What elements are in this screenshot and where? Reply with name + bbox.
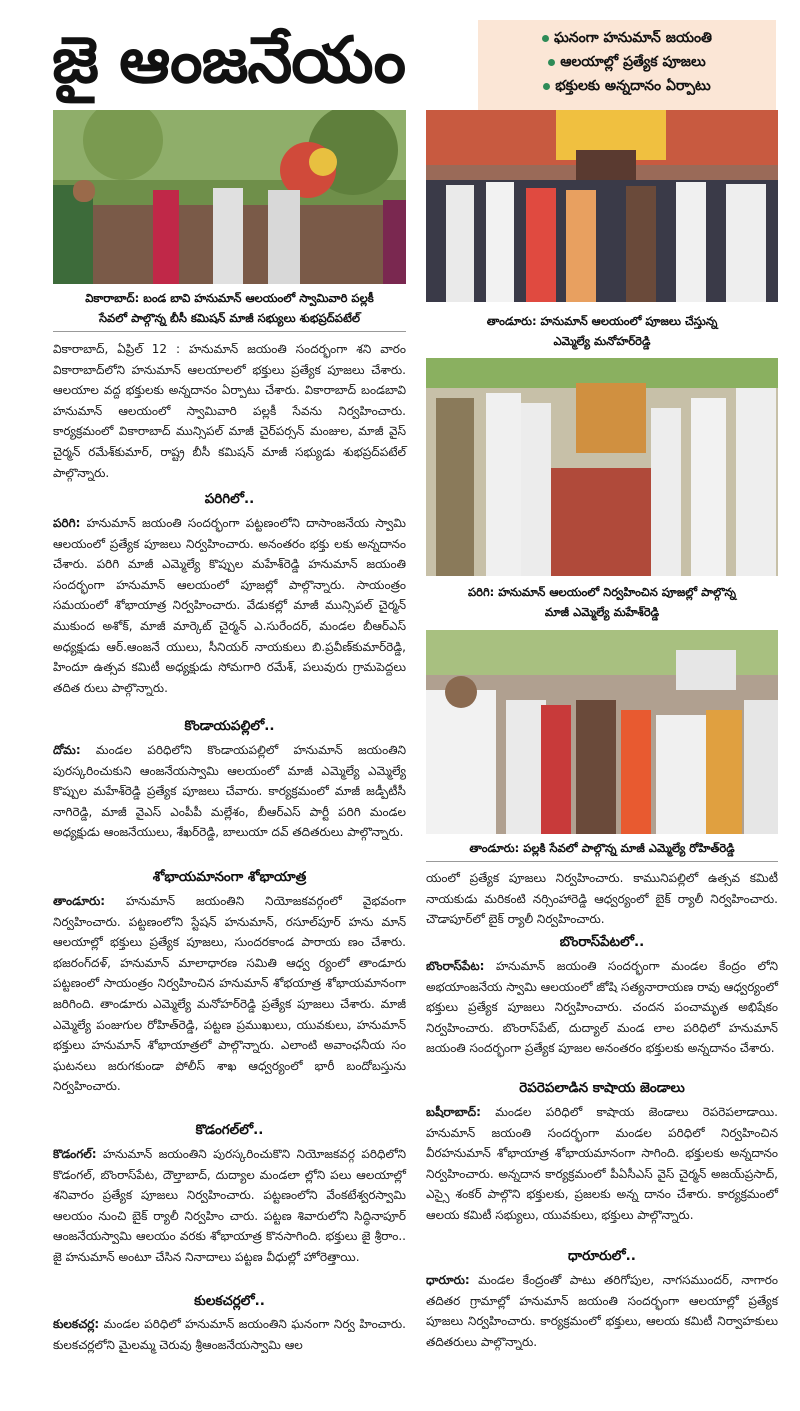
kodangal-paragraph: కొడంగల్: హనుమాన్ జయంతిని పురస్కరించుకొని నియోజకవర్గ పరిధిలోని కొడంగల్, బొంరాస్‌పేట, దౌల్తాబాద్, దుద్యాల మండలా ల్లోని పలు ఆలయాల్లో శనివారం ప్రత్యేక పూజలు నిర్వహించారు. పట్టణంలోని వేంకటేశ్వరస్వామి ఆలయం నుంచి బైక్ ర్యాలీ నిర్వహిం చారు. పట్టణ శివారులోని సిద్ధినాపూర్ ఆంజనేయస్వామి ఆలయం వరకు శోభాయాత్ర కొనసాగింది. భక్తులు జై శ్రీరాం.. జై హనుమాన్ అంటూ చేసిన నినాదాలు పట్టణ వీధుల్లో హోరెత్తాయి.: [53, 1147, 406, 1264]
dharur-paragraph: ధారూరు: మండల కేంద్రంతో పాటు తరిగోపుల, నాగసముందర్, నాగారం తదితర గ్రామాల్లో హనుమాన్ జయంతి సందర్భంగా ఆలయాల్లో ప్రత్యేక పూజలు నిర్వహించారు. కార్యక్రమంలో భక్తులు, ఆలయ కమిటీ నిర్వాహకులు తదితరులు పాల్గొన్నారు.: [426, 1273, 778, 1349]
shobhayatra-paragraph: తాండూరు: హనుమాన్ జయంతిని నియోజకవర్గంలో వైభవంగా నిర్వహించారు. పట్టణంలోని స్టేషన్ హనుమాన్, రసూల్‌పూర్ హను మాన్ ఆలయాల్లో భక్తులు ప్రత్యేక పూజలు, సుందరకాండ పారాయ ణం చేశారు. భజరంగ్‌దళ్, హనుమాన్ మాలాధారణ సమితి ఆధ్వ ర్యంలో తాండూరు పట్టణంలో సాయంత్రం నిర్వహించిన హనుమాన్ శోభయాత్ర శోభాయమానంగా జరిగింది. తాండూరు ఎమ్మెల్యే మనోహర్‌రెడ్డి ప్రత్యేక పూజలు చేశారు. మాజీ ఎమ్మెల్యే పంజుగుల రోహిత్‌రెడ్డి, పట్టణ ప్రముఖులు, యువకులు, హనుమాన్ భక్తులు హనుమాన్ శోభాయాత్రలో పాల్గొన్నారు. ఎలాంటి అవాంఛనీయ సం ఘటనలు జరుగకుండా పోలీస్ శాఖ ఆధ్వర్యంలో భారీ బందోబస్తును నిర్వహించారు.: [53, 894, 406, 1094]
photo-puja-tandur: [426, 110, 778, 302]
bullet-dot-icon: [543, 83, 550, 90]
photo2-caption: తాండూరు: హనుమాన్ ఆలయంలో పూజలు చేస్తున్న ఎమ్మెల్యే మనోహర్‌రెడ్డి: [486, 314, 718, 348]
subhead-parigi: పరిగిలో..: [204, 491, 255, 507]
subhead-kashaya: రెపరెపలాడిన కాషాయ జెండాలు: [519, 1080, 685, 1096]
bullet-dot-icon: [548, 59, 555, 66]
kulkacharla-paragraph: కులకచర్ల: మండల పరిధిలో హనుమాన్ జయంతిని ఘనంగా నిర్వ హించారు. కులకచర్లలోని మైలమ్మ చెరువు శ్రీఆంజనేయస్వామి ఆల: [53, 1317, 406, 1352]
photo-palanquin-tandur: [426, 630, 778, 834]
highlight-item: ఆలయాల్లో ప్రత్యేక పూజలు: [478, 50, 776, 74]
photo-puja-parigi: [426, 358, 778, 576]
highlights-box: [478, 20, 776, 110]
divider: [53, 331, 406, 332]
kashaya-paragraph: బషీరాబాద్: మండల పరిధిలో కాషాయ జెండాలు రెపరెపలాడాయి. హనుమాన్ జయంతి సందర్భంగా మండల పరిధిలో నిర్వహించిన వీరహనుమాన్ శోభాయాత్ర శోభాయమానంగా సాగింది. భక్తులకు అన్నదానం నిర్వహించారు. అన్నదాన కార్యక్రమంలో పీఏసీఎస్ వైస్ చైర్మన్ అజయ్‌ప్రసాద్, ఎస్సై శంకర్ పాల్గొని భక్తులకు, ప్రజలకు అన్న దానం చేశారు. కార్యక్రమంలో ఆలయ కమిటీ సభ్యులు, యువకులు, భక్తులు పాల్గొన్నారు.: [426, 1105, 778, 1222]
headline: జై ఆంజనేయం: [52, 24, 406, 98]
highlight-item: భక్తులకు అన్నదానం ఏర్పాటు: [478, 74, 776, 98]
divider: [426, 861, 778, 862]
subhead-kulkacharla: కులకచర్లలో..: [194, 1293, 265, 1309]
photo3-caption: పరిగి: హనుమాన్ ఆలయంలో నిర్వహించిన పూజల్లో పాల్గొన్న మాజీ ఎమ్మెల్యే మహేశ్‌రెడ్డి: [467, 585, 736, 619]
photo-palanquin-vikarabad: [53, 110, 406, 284]
left-column: [53, 339, 406, 483]
subhead-kodangal: కొడంగల్‌లో..: [195, 1122, 264, 1138]
highlight-item: ఘనంగా హనుమాన్ జయంతి: [478, 26, 776, 50]
subhead-shobhayatra: శోభాయమానంగా శోభాయాత్ర: [152, 869, 307, 885]
photo1-caption: వికారాబాద్: బండ బావి హనుమాన్ ఆలయంలో స్వామివారి పల్లకీ సేవలో పాల్గొన్న బీసీ కమిషన్ మాజీ సభ్యులు శుభప్రద్‌పటేల్: [85, 291, 374, 325]
continued-paragraph: యంలో ప్రత్యేక పూజలు నిర్వహించారు. కామునిపల్లిలో ఉత్సవ కమిటీ నాయకుడు మరికంటి నర్సింహారెడ్డి ఆధ్వర్యంలో బైక్ ర్యాలీ నిర్వహించారు. చౌడాపూర్‌లో బైక్ ర్యాలీ నిర్వహించారు.: [426, 871, 778, 927]
intro-paragraph: వికారాబాద్, ఏప్రిల్ 12 : హనుమాన్ జయంతి సందర్భంగా శని వారం వికారాబాద్‌లోని హనుమాన్ ఆలయాలలో భక్తులు ప్రత్యేక పూజలు చేశారు. ఆలయాల వద్ద భక్తులకు అన్నదానం ఏర్పాటు చేశారు. వికారాబాద్ బండబావి హనుమాన్ ఆలయంలో స్వామివారి పల్లకీ సేవను నిర్వహించారు. కార్యక్రమంలో వికారాబాద్ మున్సిపల్ మాజీ చైర్‌పర్సన్ మంజుల, మాజీ వైస్ చైర్మన్ రమేశ్‌కుమార్, రాష్ట్ర బీసీ కమిషన్ మాజీ సభ్యుడు శుభప్రద్‌పటేల్ పాల్గొన్నారు.: [53, 342, 406, 480]
bomraspet-paragraph: బొంరాస్‌పేట: హనుమాన్ జయంతి సందర్భంగా మండల కేంద్రం లోని అభయాంజనేయ స్వామి ఆలయంలో జోషి సత్యనారాయణ రావు ఆధ్వర్యంలో భక్తులు ప్రత్యేక పూజలు నిర్వహించారు. చందన పంచామృత అభిషేకం నిర్వహించారు. బొంరాస్‌పేట్, దుద్యాల్ మండ లాల పరిధిలో హనుమాన్ జయంతి సందర్భంగా ప్రత్యేక పూజల అనంతరం భక్తులకు అన్నదానం చేశారు.: [426, 959, 778, 1056]
subhead-kondayapally: కొండాయపల్లిలో..: [184, 718, 275, 734]
parigi-paragraph: పరిగి: హనుమాన్ జయంతి సందర్భంగా పట్టణంలోని దాసాంజనేయ స్వామి ఆలయంలో ప్రత్యేక పూజలు నిర్వహించారు. అనంతరం భక్తు లకు అన్నదానం చేశారు. పరిగి మాజీ ఎమ్మెల్యే కొప్పుల మహేశ్‌రెడ్డి హనుమాన్ జయంతి సందర్భంగా హనుమాన్ ఆలయంలో పూజల్లో పాల్గొన్నారు. సాయంత్రం సమయంలో శోభాయాత్ర నిర్వహించారు. వేడుకల్లో మాజీ మున్సిపల్ చైర్మన్ ముకుంద అశోక్, మాజీ మార్కెట్ చైర్మన్ ఎ.సురేందర్, మండల బీఆర్‌ఎస్ అధ్యక్షుడు ఆర్.ఆంజనే యులు, సీనియర్ నాయకులు బి.ప్రవీణ్‌కుమార్‌రెడ్డి, హిందూ ఉత్సవ కమిటీ అధ్యక్షుడు సోమగారి రమేశ్, పలువురు గ్రామపెద్దలు తదిత రులు పాల్గొన్నారు.: [53, 516, 406, 695]
subhead-dharur: ధారూరులో..: [568, 1248, 636, 1264]
photo4-caption: తాండూరు: పల్లకి సేవలో పాల్గొన్న మాజీ ఎమ్మెల్యే రోహిత్‌రెడ్డి: [469, 841, 735, 855]
bullet-dot-icon: [542, 35, 549, 42]
subhead-bomraspet: బొంరాస్‌పేటలో..: [559, 934, 645, 950]
kondayapally-paragraph: దోమ: మండల పరిధిలోని కొండాయపల్లిలో హనుమాన్ జయంతిని పురస్కరించుకుని ఆంజనేయస్వామి ఆలయంలో మాజీ ఎమ్మెల్యే ఎమ్మెల్యే కొప్పుల మహేశ్‌రెడ్డి ప్రత్యేక పూజలు చేవారు. కార్యక్రమంలో మాజీ జడ్పీటీసీ నాగిరెడ్డి, మాజీ వైఎస్ ఎంపీపీ మల్లేశం, బీఆర్‌ఎస్ పార్టీ పరిగి మండల అధ్యక్షుడు ఆంజనేయులు, శేఖర్‌రెడ్డి, బాలుయా దవ్ తదితరులు పాల్గొన్నారు.: [53, 743, 406, 840]
